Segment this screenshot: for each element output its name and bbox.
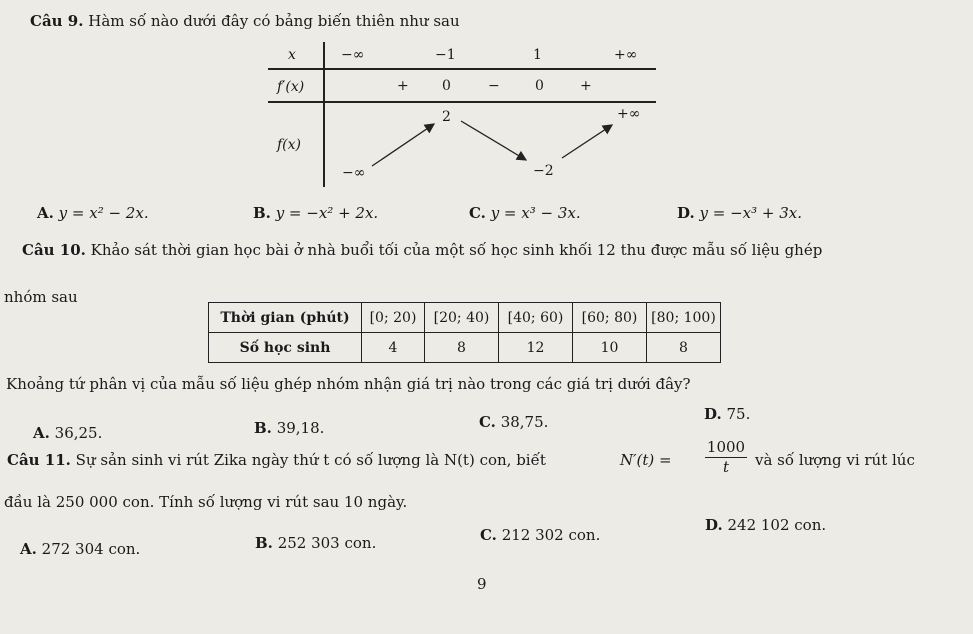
option-text: 212 302 con.	[501, 526, 601, 544]
option-text: 252 303 con.	[277, 534, 377, 552]
vt-f-minusinf: −∞	[342, 165, 366, 181]
q11-text-part2: và số lượng vi rút lúc	[755, 451, 915, 469]
q9-label: Câu 9.	[30, 12, 84, 30]
table-cell-count: 10	[573, 333, 647, 363]
option-text: 36,25.	[54, 424, 103, 442]
option-letter: A.	[37, 204, 54, 222]
option-letter: C.	[480, 526, 497, 544]
q9-option-d[interactable]	[677, 204, 802, 222]
option-text: 272 304 con.	[41, 540, 141, 558]
vt-sign-0: +	[397, 78, 409, 94]
option-letter: D.	[704, 405, 722, 423]
table-cell-count: 4	[362, 333, 425, 363]
vt-f-max: 2	[442, 109, 451, 125]
table-cell-count: 8	[425, 333, 499, 363]
table-row	[209, 333, 721, 363]
q10-option-c[interactable]	[479, 413, 548, 431]
vt-x-3: +∞	[614, 47, 638, 63]
vt-sign-4: +	[580, 78, 592, 94]
vt-sign-2: −	[488, 78, 500, 94]
table-cell-interval: [20; 40)	[425, 303, 499, 333]
option-letter: B.	[254, 419, 272, 437]
vt-x-1: −1	[435, 47, 456, 63]
table-cell-interval: [60; 80)	[573, 303, 647, 333]
q11-text-line2: đầu là 250 000 con. Tính số lượng vi rút sau 10 ngày.	[4, 493, 408, 511]
q10-heading	[22, 241, 822, 259]
q11-formula-lhs: N′(t) =	[620, 451, 672, 469]
table-cell-interval: [80; 100)	[647, 303, 721, 333]
q11-text-part1: Sự sản sinh vi rút Zika ngày thứ t có số lượng là N(t) con, biết	[75, 451, 546, 469]
option-text: 39,18.	[276, 419, 325, 437]
option-letter: C.	[479, 413, 496, 431]
q11-label: Câu 11.	[7, 451, 71, 469]
option-text: y = −x³ + 3x.	[699, 204, 802, 222]
option-letter: A.	[33, 424, 50, 442]
q10-question: Khoảng tứ phân vị của mẫu số liệu ghép nhóm nhận giá trị nào trong các giá trị dưới đây?	[6, 375, 691, 393]
option-text: y = x² − 2x.	[58, 204, 149, 222]
vt-f-min: −2	[533, 163, 554, 179]
q10-text-line1: Khảo sát thời gian học bài ở nhà buổi tối của một số học sinh khối 12 thu được mẫu số liệu ghép	[90, 241, 823, 259]
option-text: 242 102 con.	[727, 516, 827, 534]
option-letter: C.	[469, 204, 486, 222]
vt-sign-1: 0	[442, 78, 451, 94]
q9-option-a[interactable]	[37, 204, 149, 222]
frequency-table	[208, 302, 721, 363]
fraction-denominator: t	[722, 458, 730, 476]
q9-option-b[interactable]	[253, 204, 378, 222]
table-cell-count: 12	[499, 333, 573, 363]
option-letter: B.	[255, 534, 273, 552]
table-cell-count: 8	[647, 333, 721, 363]
option-letter: B.	[253, 204, 271, 222]
fraction-numerator: 1000	[706, 438, 746, 456]
vt-x-0: −∞	[341, 47, 365, 63]
option-text: 38,75.	[500, 413, 549, 431]
q11-option-a[interactable]	[20, 540, 140, 558]
table-row	[209, 303, 721, 333]
table-header-count: Số học sinh	[209, 333, 362, 363]
vt-arrows	[0, 0, 973, 200]
q11-option-b[interactable]	[255, 534, 376, 552]
q10-option-d[interactable]	[704, 405, 750, 423]
table-cell-interval: [0; 20)	[362, 303, 425, 333]
table-header-time: Thời gian (phút)	[209, 303, 362, 333]
option-text: 75.	[726, 405, 751, 423]
q11-option-c[interactable]	[480, 526, 600, 544]
option-letter: D.	[677, 204, 695, 222]
q11-formula-fraction	[705, 438, 747, 476]
vt-f-label: f(x)	[277, 137, 302, 153]
arrow-down	[461, 121, 526, 160]
vt-x-label: x	[288, 47, 296, 63]
option-text: y = −x² + 2x.	[275, 204, 379, 222]
vt-f-plusinf: +∞	[617, 106, 641, 122]
q9-text: Hàm số nào dưới đây có bảng biến thiên như sau	[88, 12, 460, 30]
arrow-up-2	[562, 125, 612, 158]
option-letter: D.	[705, 516, 723, 534]
q10-option-b[interactable]	[254, 419, 324, 437]
vt-fprime-label: f′(x)	[277, 79, 305, 95]
arrow-up-1	[372, 124, 434, 166]
option-letter: A.	[20, 540, 37, 558]
page-number: 9	[477, 575, 487, 593]
option-text: y = x³ − 3x.	[490, 204, 581, 222]
q11-option-d[interactable]	[705, 516, 826, 534]
table-cell-interval: [40; 60)	[499, 303, 573, 333]
q10-option-a[interactable]	[33, 424, 102, 442]
vt-x-2: 1	[533, 47, 542, 63]
q10-label: Câu 10.	[22, 241, 86, 259]
q9-option-c[interactable]	[469, 204, 581, 222]
q11-heading	[7, 451, 546, 469]
q10-text-line2: nhóm sau	[4, 288, 78, 306]
vt-sign-3: 0	[535, 78, 544, 94]
